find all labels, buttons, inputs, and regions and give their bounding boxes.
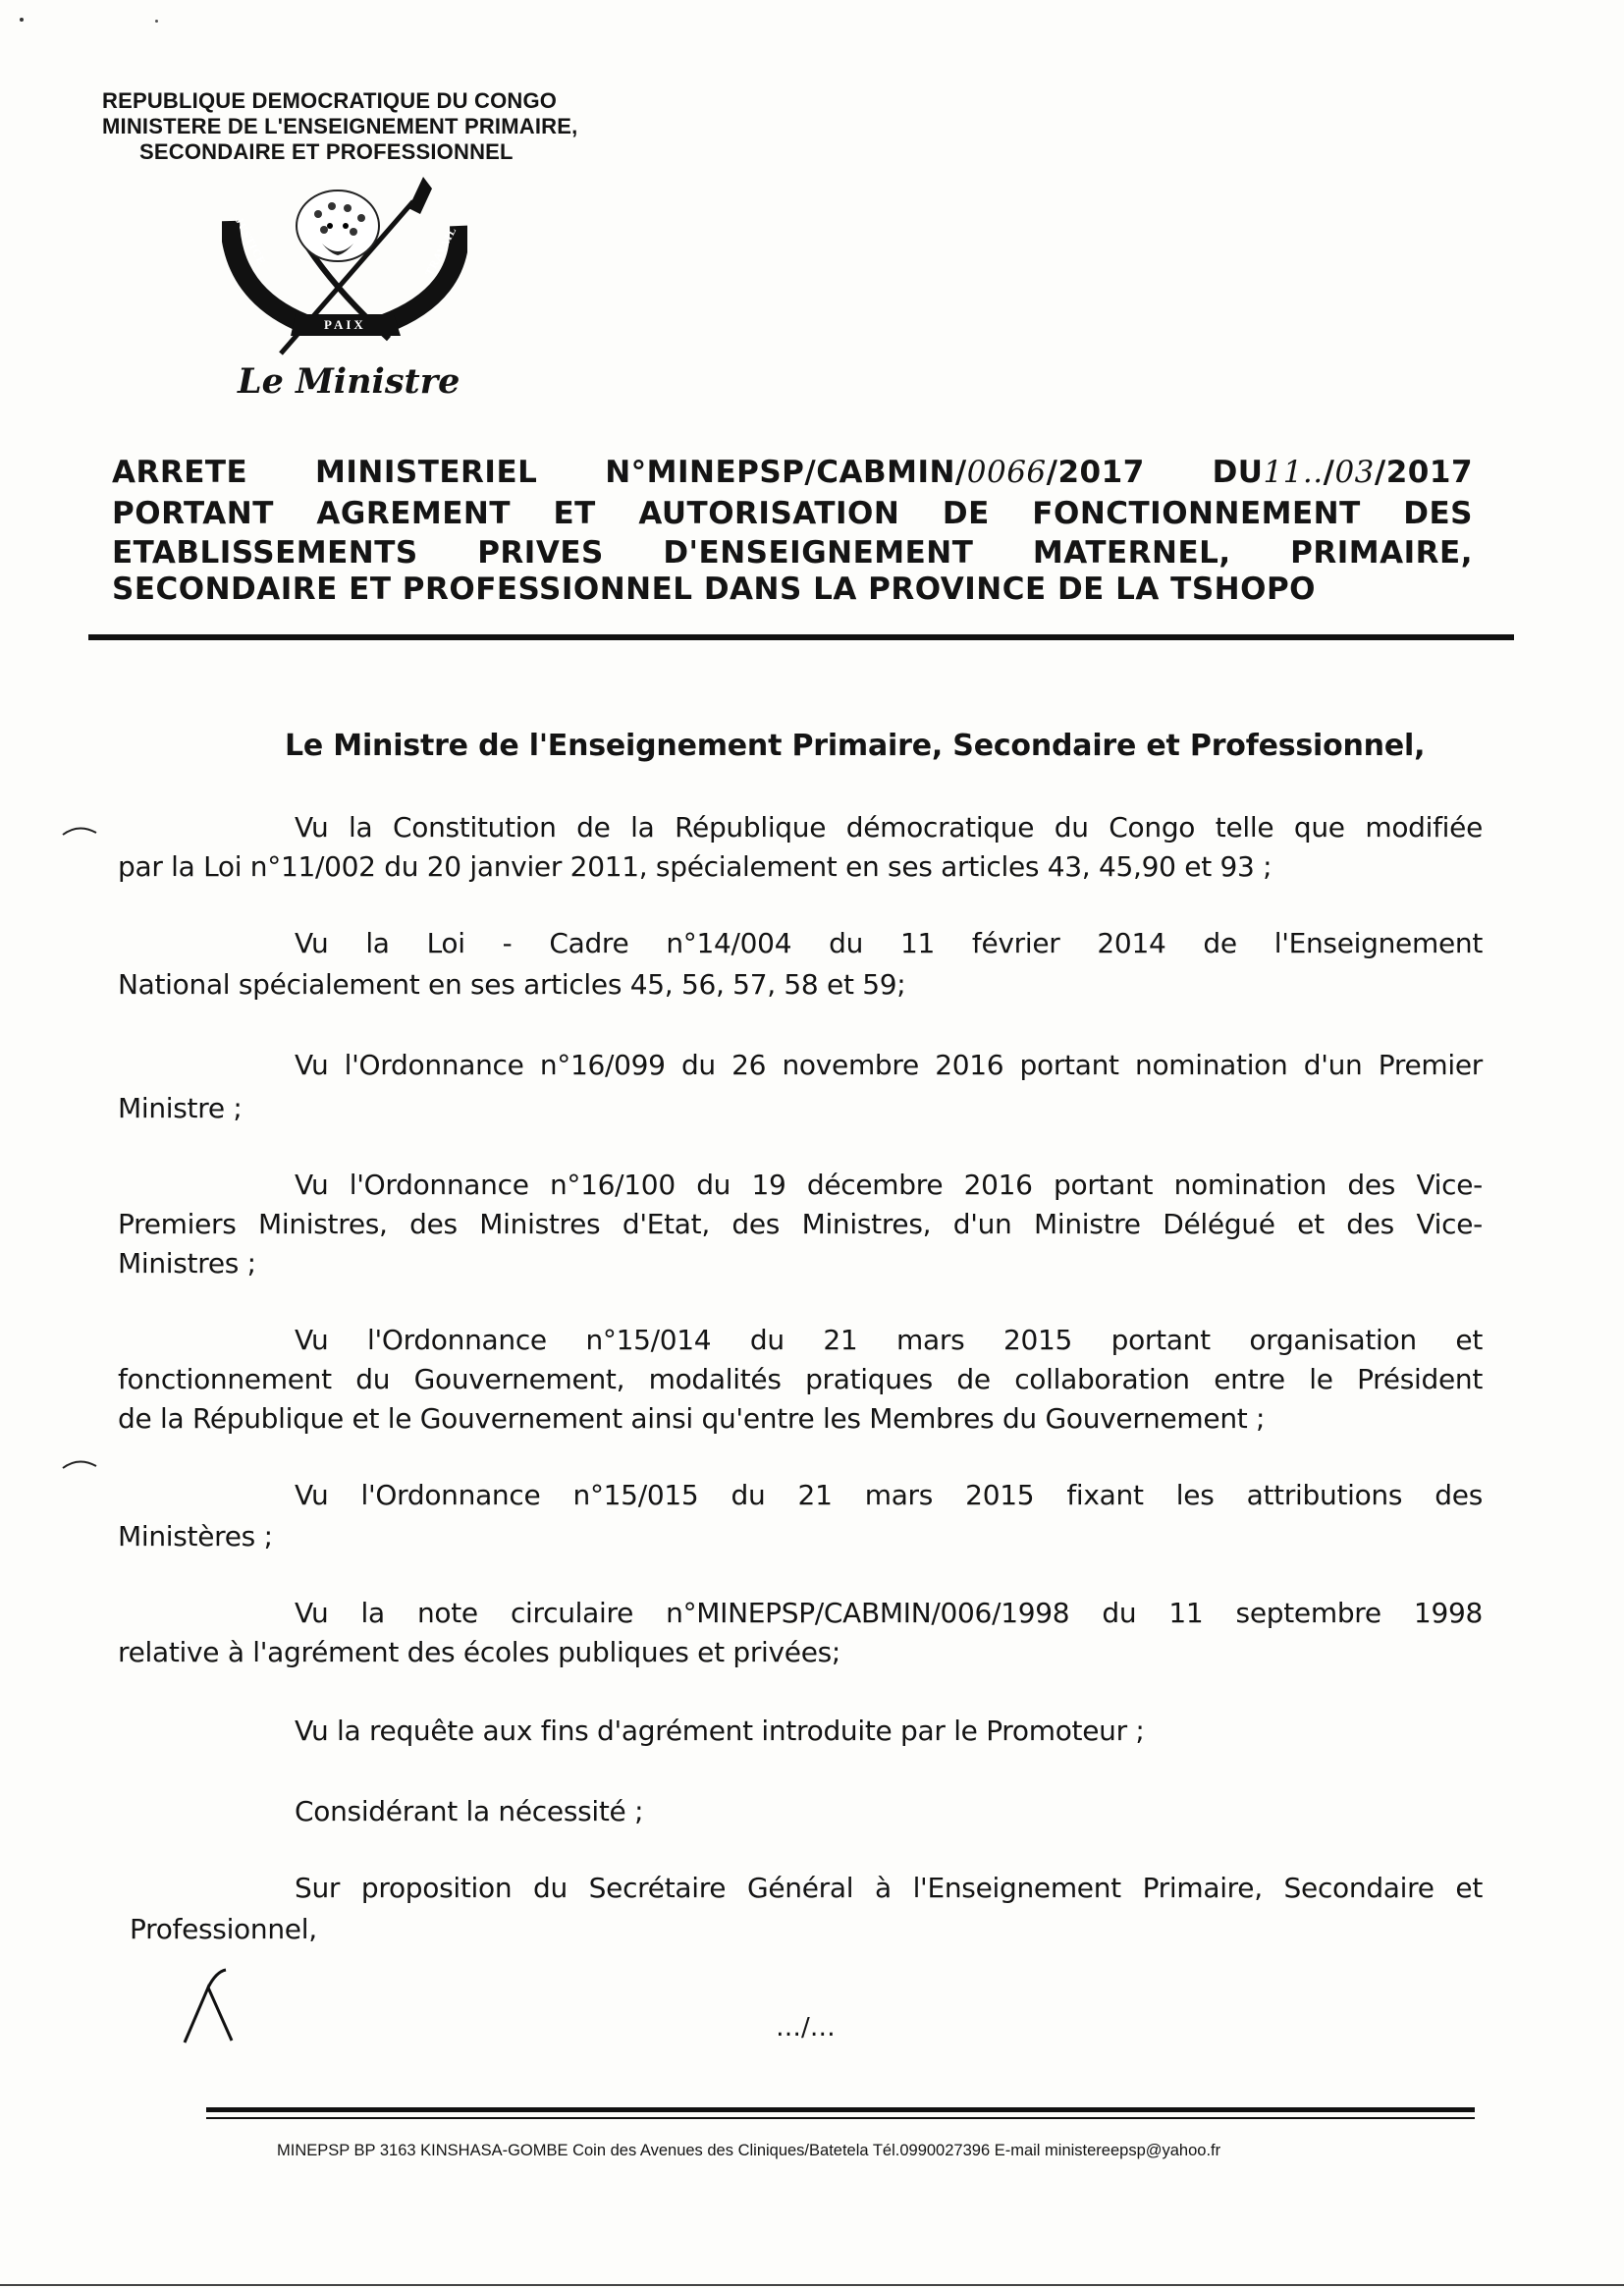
decree-reference-line [112, 455, 1473, 490]
letterhead-ministry-cont: SECONDAIRE ET PROFESSIONNEL [139, 139, 514, 164]
decree-title-line-3: ETABLISSEMENTS PRIVES D'ENSEIGNEMENT MATERNEL, PRIMAIRE, [112, 535, 1473, 571]
considerant-4-line-2: Premiers Ministres, des Ministres d'Etat, des Ministres, d'un Ministre Délégué et des Vice- [118, 1208, 1483, 1240]
handwritten-month: 03 [1334, 455, 1375, 490]
considerant-10-line-1: Sur proposition du Secrétaire Général à l'Enseignement Primaire, Secondaire et [295, 1872, 1483, 1904]
decree-number: N°MINEPSP/CABMIN/0066/2017 [605, 455, 1145, 490]
considerant-8: Vu la requête aux fins d'agrément introduite par le Promoteur ; [295, 1715, 1145, 1747]
continuation-mark: …/… [776, 2013, 836, 2043]
considerant-6-line-2: Ministères ; [118, 1520, 273, 1553]
emblem-banner-text: PAIX [324, 317, 366, 332]
scan-speck [20, 18, 24, 22]
considerant-4-line-1: Vu l'Ordonnance n°16/100 du 19 décembre 2016 portant nomination des Vice- [295, 1169, 1483, 1201]
considerant-3-line-1: Vu l'Ordonnance n°16/099 du 26 novembre 2016 portant nomination d'un Premier [295, 1049, 1483, 1081]
considerant-9: Considérant la nécessité ; [295, 1795, 644, 1827]
page-bottom-edge [0, 2284, 1624, 2286]
considerant-3-line-2: Ministre ; [118, 1092, 243, 1124]
emblem-right-text: TRAVAIL [423, 224, 460, 279]
margin-mark-icon [61, 1456, 100, 1470]
considerant-7-line-1: Vu la note circulaire n°MINEPSP/CABMIN/006/1998 du 11 septembre 1998 [295, 1597, 1483, 1629]
considerant-5-line-2: fonctionnement du Gouvernement, modalités pratiques de collaboration entre le Président [118, 1363, 1483, 1395]
handwritten-number: 0066 [966, 455, 1047, 490]
considerant-4-line-3: Ministres ; [118, 1247, 256, 1280]
decree-title-line-4: SECONDAIRE ET PROFESSIONNEL DANS LA PROVINCE DE LA TSHOPO [112, 572, 1317, 607]
decree-title-line-2: PORTANT AGREMENT ET AUTORISATION DE FONCTIONNEMENT DES [112, 496, 1473, 531]
margin-mark-icon [61, 823, 100, 837]
signatory-title: Le Ministre [238, 361, 460, 402]
considerant-10-line-2: Professionnel, [130, 1913, 317, 1945]
footer-divider-thin [206, 2117, 1475, 2119]
emblem-left-text: JUSTICE [232, 215, 268, 268]
addressee-heading: Le Ministre de l'Enseignement Primaire, Secondaire et Professionnel, [285, 729, 1426, 763]
letterhead-ministry: MINISTERE DE L'ENSEIGNEMENT PRIMAIRE, [102, 114, 578, 138]
considerant-5-line-1: Vu l'Ordonnance n°15/014 du 21 mars 2015 portant organisation et [295, 1324, 1483, 1356]
considerant-2-line-1: Vu la Loi - Cadre n°14/004 du 11 février 2014 de l'Enseignement [295, 927, 1483, 959]
letterhead-country: REPUBLIQUE DEMOCRATIQUE DU CONGO [102, 88, 558, 113]
considerant-2-line-2: National spécialement en ses articles 45, 56, 57, 58 et 59; [118, 968, 906, 1001]
title-word: MINISTERIEL [315, 455, 538, 490]
title-divider [88, 634, 1514, 640]
considerant-1-line-2: par la Loi n°11/002 du 20 janvier 2011, spécialement en ses articles 43, 45,90 et 93 ; [118, 850, 1272, 883]
footer-divider-thick [206, 2107, 1475, 2112]
considerant-6-line-1: Vu l'Ordonnance n°15/015 du 21 mars 2015 fixant les attributions des [295, 1479, 1483, 1511]
title-word: ARRETE [112, 455, 248, 490]
handwritten-day: 11.. [1263, 455, 1324, 490]
coat-of-arms-emblem [222, 167, 467, 363]
footer-contact: MINEPSP BP 3163 KINSHASA-GOMBE Coin des Avenues des Cliniques/Batetela Tél.0990027396 E-mail ministereepsp@yahoo.fr [277, 2142, 1221, 2159]
considerant-1-line-1: Vu la Constitution de la République démocratique du Congo telle que modifiée [295, 811, 1483, 844]
initials-mark [179, 1968, 238, 2046]
considerant-5-line-3: de la République et le Gouvernement ainsi qu'entre les Membres du Gouvernement ; [118, 1402, 1266, 1435]
decree-date: DU11../03/2017 [1212, 455, 1474, 490]
considerant-7-line-2: relative à l'agrément des écoles publiques et privées; [118, 1636, 841, 1668]
scan-speck [155, 20, 158, 23]
